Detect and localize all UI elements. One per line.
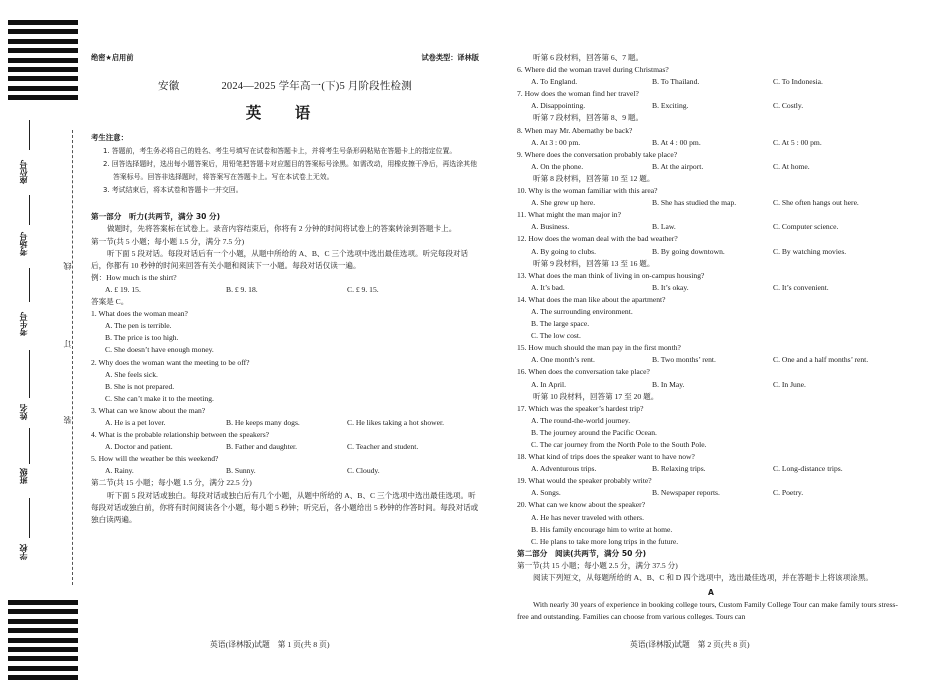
option: B. Father and daughter.	[226, 442, 298, 452]
subject-title: 英 语	[245, 104, 325, 123]
q9-options	[517, 161, 905, 173]
option: B. Sunny.	[226, 466, 256, 476]
class-line	[29, 428, 30, 464]
sec2-heading: 第二节(共 15 小题；每小题 1.5 分，满分 22.5 分)	[91, 478, 252, 488]
name-label: 姓名	[19, 404, 28, 420]
option: A. He has never traveled with others.	[531, 512, 645, 522]
note-3: 3. 考试结束后，将本试卷和答题卡一并交回。	[103, 186, 243, 195]
exam-no-line	[29, 268, 30, 302]
school-line	[29, 498, 30, 538]
option: A. In April.	[531, 379, 567, 389]
question-1: 1. What does the woman mean?	[91, 309, 188, 319]
footer-right: 英语(译林版)试题 第 2 页(共 8 页)	[630, 640, 750, 649]
seat-line	[29, 120, 30, 150]
option: C. Poetry.	[773, 488, 804, 498]
part1-heading: 第一部分 听力(共两节，满分 30 分)	[91, 212, 221, 222]
question-16: 16. When does the conversation take place?	[517, 367, 650, 377]
part2-sec1-heading: 第一节(共 15 小题；每小题 2.5 分，满分 37.5 分)	[517, 560, 678, 570]
option: C. Cloudy.	[347, 466, 380, 476]
option: C. In June.	[773, 379, 806, 389]
material-7: 听第 7 段材料，回答第 8、9 题。	[533, 113, 644, 123]
option: B. It’s okay.	[652, 282, 689, 292]
option: C. Computer science.	[773, 222, 839, 232]
q12-options	[517, 246, 905, 258]
cut-word-bind: 装	[63, 416, 72, 424]
school-label: 学校	[19, 544, 28, 560]
q19-options	[517, 487, 905, 499]
option: A. One month’s rent.	[531, 355, 595, 365]
paper-type-label: 试卷类型：译林版	[421, 53, 479, 62]
option: A. Songs.	[531, 488, 561, 498]
question-12: 12. How does the woman deal with the bad weather?	[517, 234, 678, 244]
passage-a-text: With nearly 30 years of experience in booking college tours, Custom Family College Tour can make family tours stress-free and outstanding. Families can choose from various colleges. Tours can	[517, 600, 898, 622]
binding-bars-bottom	[8, 600, 78, 685]
question-9: 9. Where does the conversation probably take place?	[517, 149, 678, 159]
option: B. Two months’ rent.	[652, 355, 716, 365]
option: C. The car journey from the North Pole to the South Pole.	[531, 440, 707, 449]
question-20: 20. What can we know about the speaker?	[517, 500, 646, 510]
class-label: 班级	[19, 468, 28, 484]
option: C. Costly.	[773, 101, 804, 111]
option: C. She can’t make it to the meeting.	[105, 393, 214, 403]
q4-options	[91, 441, 479, 453]
option: C. He plans to take more long trips in the future.	[531, 536, 679, 546]
question-10: 10. Why is the woman familiar with this area?	[517, 186, 658, 196]
q6-options	[517, 76, 905, 88]
material-8: 听第 8 段材料，回答第 10 至 12 题。	[533, 173, 655, 183]
question-3: 3. What can we know about the man?	[91, 405, 206, 415]
example-options	[91, 284, 479, 296]
exam-name: 2024—2025 学年高一(下)5 月阶段性检测	[221, 81, 412, 93]
option: C. She often hangs out here.	[773, 198, 859, 208]
q3-options	[91, 417, 479, 429]
example-question: 例：How much is the shirt?	[91, 272, 177, 282]
option: C. She doesn’t have enough money.	[105, 345, 214, 355]
question-19: 19. What would the speaker probably write?	[517, 476, 652, 486]
question-18: 18. What kind of trips does the speaker want to have now?	[517, 452, 695, 462]
material-6: 听第 6 段材料，回答第 6、7 题。	[533, 53, 644, 62]
option: A. To England.	[531, 77, 578, 87]
question-6: 6. Where did the woman travel during Christmas?	[517, 65, 669, 75]
option: B. By going downtown.	[652, 246, 725, 256]
note-2: 2. 回答选择题时，选出每小题答案后，用铅笔把答题卡对应题目的答案标号涂黑。如需改动，用橡皮擦干净后，再选涂其他答案标号。回答非选择题时，将答案写在答题卡上。写在本试卷上无效。	[103, 160, 477, 182]
question-2: 2. Why does the woman want the meeting to be off?	[91, 357, 250, 367]
seat-label: 座位号	[19, 160, 28, 184]
material-10: 听第 10 段材料，回答第 17 至 20 题。	[533, 391, 659, 401]
option: C. By watching movies.	[773, 246, 847, 256]
option: B. At the airport.	[652, 161, 704, 171]
sec1-intro: 听下面 5 段对话。每段对话后有一个小题，从题中所给的 A、B、C 三个选项中选出最佳选项。听完每段对话后，你都有 10 秒钟的时间来回答有关小题和阅读下一小题。每段对话仅读一遍。	[91, 248, 469, 270]
option: C. He likes taking a hot shower.	[347, 417, 445, 427]
option: B. Law.	[652, 222, 676, 232]
question-13: 13. What does the man think of living in on-campus housing?	[517, 270, 705, 280]
question-7: 7. How does the woman find her travel?	[517, 89, 639, 99]
question-4: 4. What is the probable relationship between the speakers?	[91, 430, 270, 440]
cut-word-line: 线	[63, 262, 72, 270]
question-14: 14. What does the man like about the apartment?	[517, 294, 666, 304]
room-line	[29, 195, 30, 225]
option: A. Adventurous trips.	[531, 464, 597, 474]
option: B. The large space.	[531, 319, 590, 329]
option: C. One and a half months’ rent.	[773, 355, 869, 365]
question-17: 17. Which was the speaker’s hardest trip?	[517, 403, 644, 413]
q7-options	[517, 100, 905, 112]
option: C. Teacher and student.	[347, 442, 419, 452]
passage-label: A	[708, 588, 714, 598]
option: A. The surrounding environment.	[531, 306, 633, 316]
q13-options	[517, 282, 905, 294]
option: A. She grew up here.	[531, 198, 596, 208]
option: C. At 5 : 00 pm.	[773, 137, 822, 147]
option: A. Business.	[531, 222, 570, 232]
option: B. At 4 : 00 pm.	[652, 137, 701, 147]
notes-title: 考生注意：	[91, 133, 128, 143]
q10-options	[517, 197, 905, 209]
page-1	[91, 52, 479, 526]
part2-heading: 第二部分 阅读(共两节，满分 50 分)	[517, 548, 647, 558]
region-label: 安徽	[158, 81, 180, 93]
note-1: 1. 答题前，考生务必将自己的姓名、考生号填写在试卷和答题卡上，并将考生号条形码粘贴在答题卡上的指定位置。	[103, 147, 457, 156]
option: C. £ 9. 15.	[347, 284, 379, 294]
option: A. On the phone.	[531, 161, 584, 171]
sec1-heading: 第一节(共 5 小题；每小题 1.5 分，满分 7.5 分)	[91, 236, 245, 246]
option: A. Rainy.	[105, 466, 134, 476]
option: B. £ 9. 18.	[226, 284, 258, 294]
option: C. The low cost.	[531, 331, 581, 341]
example-answer: 答案是 C。	[91, 297, 129, 307]
room-label: 考场号	[19, 232, 28, 256]
option: A. £ 19. 15.	[105, 284, 141, 294]
option: B. His family encourage him to write at home.	[531, 524, 673, 534]
option: C. To Indonesia.	[773, 77, 823, 87]
cut-word-order: 订	[63, 340, 72, 348]
binding-dashed-line	[72, 130, 73, 585]
option: B. In May.	[652, 379, 685, 389]
option: A. Disappointing.	[531, 101, 586, 111]
option: A. The round-the-world journey.	[531, 415, 631, 425]
option: B. To Thailand.	[652, 77, 700, 87]
sec2-intro: 听下面 5 段对话或独白。每段对话或独白后有几个小题，从题中所给的 A、B、C 三个选项中选出最佳选项。听每段对话或独白前，你将有时间阅读各个小题，每小题 5 秒钟；听完后，各小题给出 5 秒钟的作答时间。每段对话或独白读两遍。	[91, 490, 479, 524]
q11-options	[517, 221, 905, 233]
binding-bars-top	[8, 20, 78, 105]
part1-intro: 做题时，先将答案标在试卷上。录音内容结束后，你将有 2 分钟的时间将试卷上的答案转涂到答题卡上。	[107, 224, 457, 234]
page-2	[517, 52, 905, 623]
q8-options	[517, 137, 905, 149]
material-9: 听第 9 段材料，回答第 13 至 16 题。	[533, 258, 655, 268]
page-header	[91, 52, 479, 64]
q18-options	[517, 463, 905, 475]
question-15: 15. How much should the man pay in the first month?	[517, 343, 681, 353]
option: A. By going to clubs.	[531, 246, 596, 256]
q16-options	[517, 379, 905, 391]
exam-no-label: 考生号	[19, 312, 28, 336]
question-11: 11. What might the man major in?	[517, 210, 621, 220]
option: B. She has studied the map.	[652, 198, 737, 208]
option: B. The journey around the Pacific Ocean.	[531, 427, 657, 437]
question-8: 8. When may Mr. Abernathy be back?	[517, 125, 633, 135]
option: A. He is a pet lover.	[105, 417, 166, 427]
option: C. At home.	[773, 161, 810, 171]
confidential-label: 绝密★启用前	[91, 53, 134, 62]
part2-intro: 阅读下列短文，从每题所给的 A、B、C 和 D 四个选项中，选出最佳选项，并在答题卡上将该项涂黑。	[533, 573, 874, 583]
option: B. He keeps many dogs.	[226, 417, 300, 427]
option: B. Exciting.	[652, 101, 689, 111]
option: A. Doctor and patient.	[105, 442, 173, 452]
exam-title	[91, 81, 479, 93]
question-5: 5. How will the weather be this weekend?	[91, 454, 219, 464]
option: A. She feels sick.	[105, 369, 158, 379]
option: A. It’s bad.	[531, 282, 565, 292]
option: B. The price is too high.	[105, 333, 179, 343]
q5-options	[91, 465, 479, 477]
q15-options	[517, 354, 905, 366]
option: A. The pen is terrible.	[105, 321, 172, 331]
footer-left: 英语(译林版)试题 第 1 页(共 8 页)	[210, 640, 330, 649]
option: A. At 3 : 00 pm.	[531, 137, 581, 147]
option: B. Relaxing trips.	[652, 464, 706, 474]
option: B. She is not prepared.	[105, 381, 175, 391]
option: C. It’s convenient.	[773, 282, 829, 292]
option: B. Newspaper reports.	[652, 488, 720, 498]
name-line	[29, 350, 30, 398]
option: C. Long-distance trips.	[773, 464, 843, 474]
